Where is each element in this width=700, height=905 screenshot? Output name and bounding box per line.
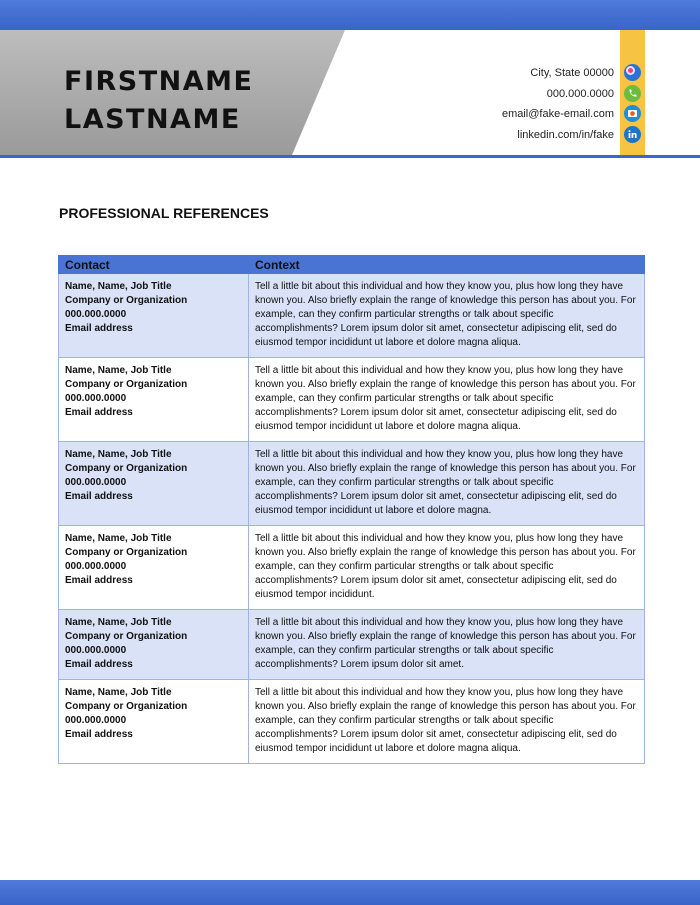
context-cell: Tell a little bit about this individual and how they know you, plus how long they have known you. Also briefly explain the range of knowledge this person has about you. For example, can they confirm particular strengths or talk about specific accomplishments? Lorem ipsum dolor sit amet, consectetur adipiscing elit, sed do eiusmod tempor incididunt ut labore et dolore magna aliqua. [249, 274, 645, 358]
table-row [59, 610, 645, 680]
bottom-color-band [0, 880, 700, 905]
contact-cell [59, 274, 249, 358]
context-cell: Tell a little bit about this individual and how they know you, plus how long they have known you. Also briefly explain the range of knowledge this person has about you. For example, can they confirm particular strengths or talk about specific accomplishments? Lorem ipsum dolor sit amet. [249, 610, 645, 680]
reference-name-title: Name, Name, Job Title [65, 449, 172, 460]
reference-name-title: Name, Name, Job Title [65, 617, 172, 628]
table-row [59, 442, 645, 526]
contact-cell [59, 526, 249, 610]
references-table [58, 255, 645, 764]
contact-cell [59, 358, 249, 442]
contact-cell [59, 610, 249, 680]
context-cell: Tell a little bit about this individual and how they know you, plus how long they have known you. Also briefly explain the range of knowledge this person has about you. For example, can they confirm particular strengths or talk about specific accomplishments? Lorem ipsum dolor sit amet, consectetur adipiscing elit, sed do eiusmod tempor incididunt ut labore et dolore magna aliqua. [249, 680, 645, 764]
reference-email: Email address [65, 729, 133, 740]
table-row [59, 680, 645, 764]
contact-linkedin[interactable]: linkedin.com/in/fake [517, 129, 614, 141]
linkedin-icon[interactable] [624, 126, 641, 143]
top-color-band [0, 0, 700, 30]
phone-icon [624, 85, 641, 102]
contact-email[interactable]: email@fake-email.com [501, 108, 614, 120]
reference-phone: 000.000.0000 [65, 561, 127, 572]
reference-phone: 000.000.0000 [65, 393, 127, 404]
table-header-row [59, 256, 645, 274]
reference-company: Company or Organization [65, 701, 188, 712]
column-header-context: Context [249, 256, 645, 274]
reference-email: Email address [65, 575, 133, 586]
location-pin-icon [624, 64, 641, 81]
reference-name-title: Name, Name, Job Title [65, 687, 172, 698]
reference-email: Email address [65, 659, 133, 670]
header-divider [0, 155, 700, 158]
reference-name-title: Name, Name, Job Title [65, 281, 172, 292]
context-cell: Tell a little bit about this individual and how they know you, plus how long they have known you. Also briefly explain the range of knowledge this person has about you. For example, can they confirm particular strengths or talk about specific accomplishments? Lorem ipsum dolor sit amet, consectetur adipiscing elit, sed do eiusmod tempor incididunt. [249, 526, 645, 610]
contact-phone: 000.000.0000 [546, 88, 614, 100]
reference-email: Email address [65, 407, 133, 418]
reference-phone: 000.000.0000 [65, 715, 127, 726]
last-name: LASTNAME [64, 104, 241, 135]
reference-email: Email address [65, 323, 133, 334]
section-title: PROFESSIONAL REFERENCES [59, 205, 269, 221]
table-row [59, 526, 645, 610]
reference-name-title: Name, Name, Job Title [65, 365, 172, 376]
email-icon [624, 105, 641, 122]
reference-email: Email address [65, 491, 133, 502]
candidate-name [64, 63, 253, 139]
reference-company: Company or Organization [65, 379, 188, 390]
contact-cell [59, 442, 249, 526]
context-cell: Tell a little bit about this individual and how they know you, plus how long they have known you. Also briefly explain the range of knowledge this person has about you. For example, can they confirm particular strengths or talk about specific accomplishments? Lorem ipsum dolor sit amet, consectetur adipiscing elit, sed do eiusmod tempor incididunt ut labore et dolore magna aliqua. [249, 358, 645, 442]
table-row [59, 358, 645, 442]
context-cell: Tell a little bit about this individual and how they know you, plus how long they have known you. Also briefly explain the range of knowledge this person has about you. For example, can they confirm particular strengths or talk about specific accomplishments? Lorem ipsum dolor sit amet, consectetur adipiscing elit, sed do eiusmod tempor incididunt ut labore et dolore magna. [249, 442, 645, 526]
first-name: FIRSTNAME [64, 66, 254, 97]
reference-phone: 000.000.0000 [65, 645, 127, 656]
reference-company: Company or Organization [65, 295, 188, 306]
reference-phone: 000.000.0000 [65, 477, 127, 488]
reference-company: Company or Organization [65, 547, 188, 558]
contact-cell [59, 680, 249, 764]
reference-name-title: Name, Name, Job Title [65, 533, 172, 544]
table-row [59, 274, 645, 358]
column-header-contact: Contact [59, 256, 249, 274]
reference-company: Company or Organization [65, 631, 188, 642]
reference-company: Company or Organization [65, 463, 188, 474]
contact-location: City, State 00000 [530, 67, 614, 79]
reference-phone: 000.000.0000 [65, 309, 127, 320]
